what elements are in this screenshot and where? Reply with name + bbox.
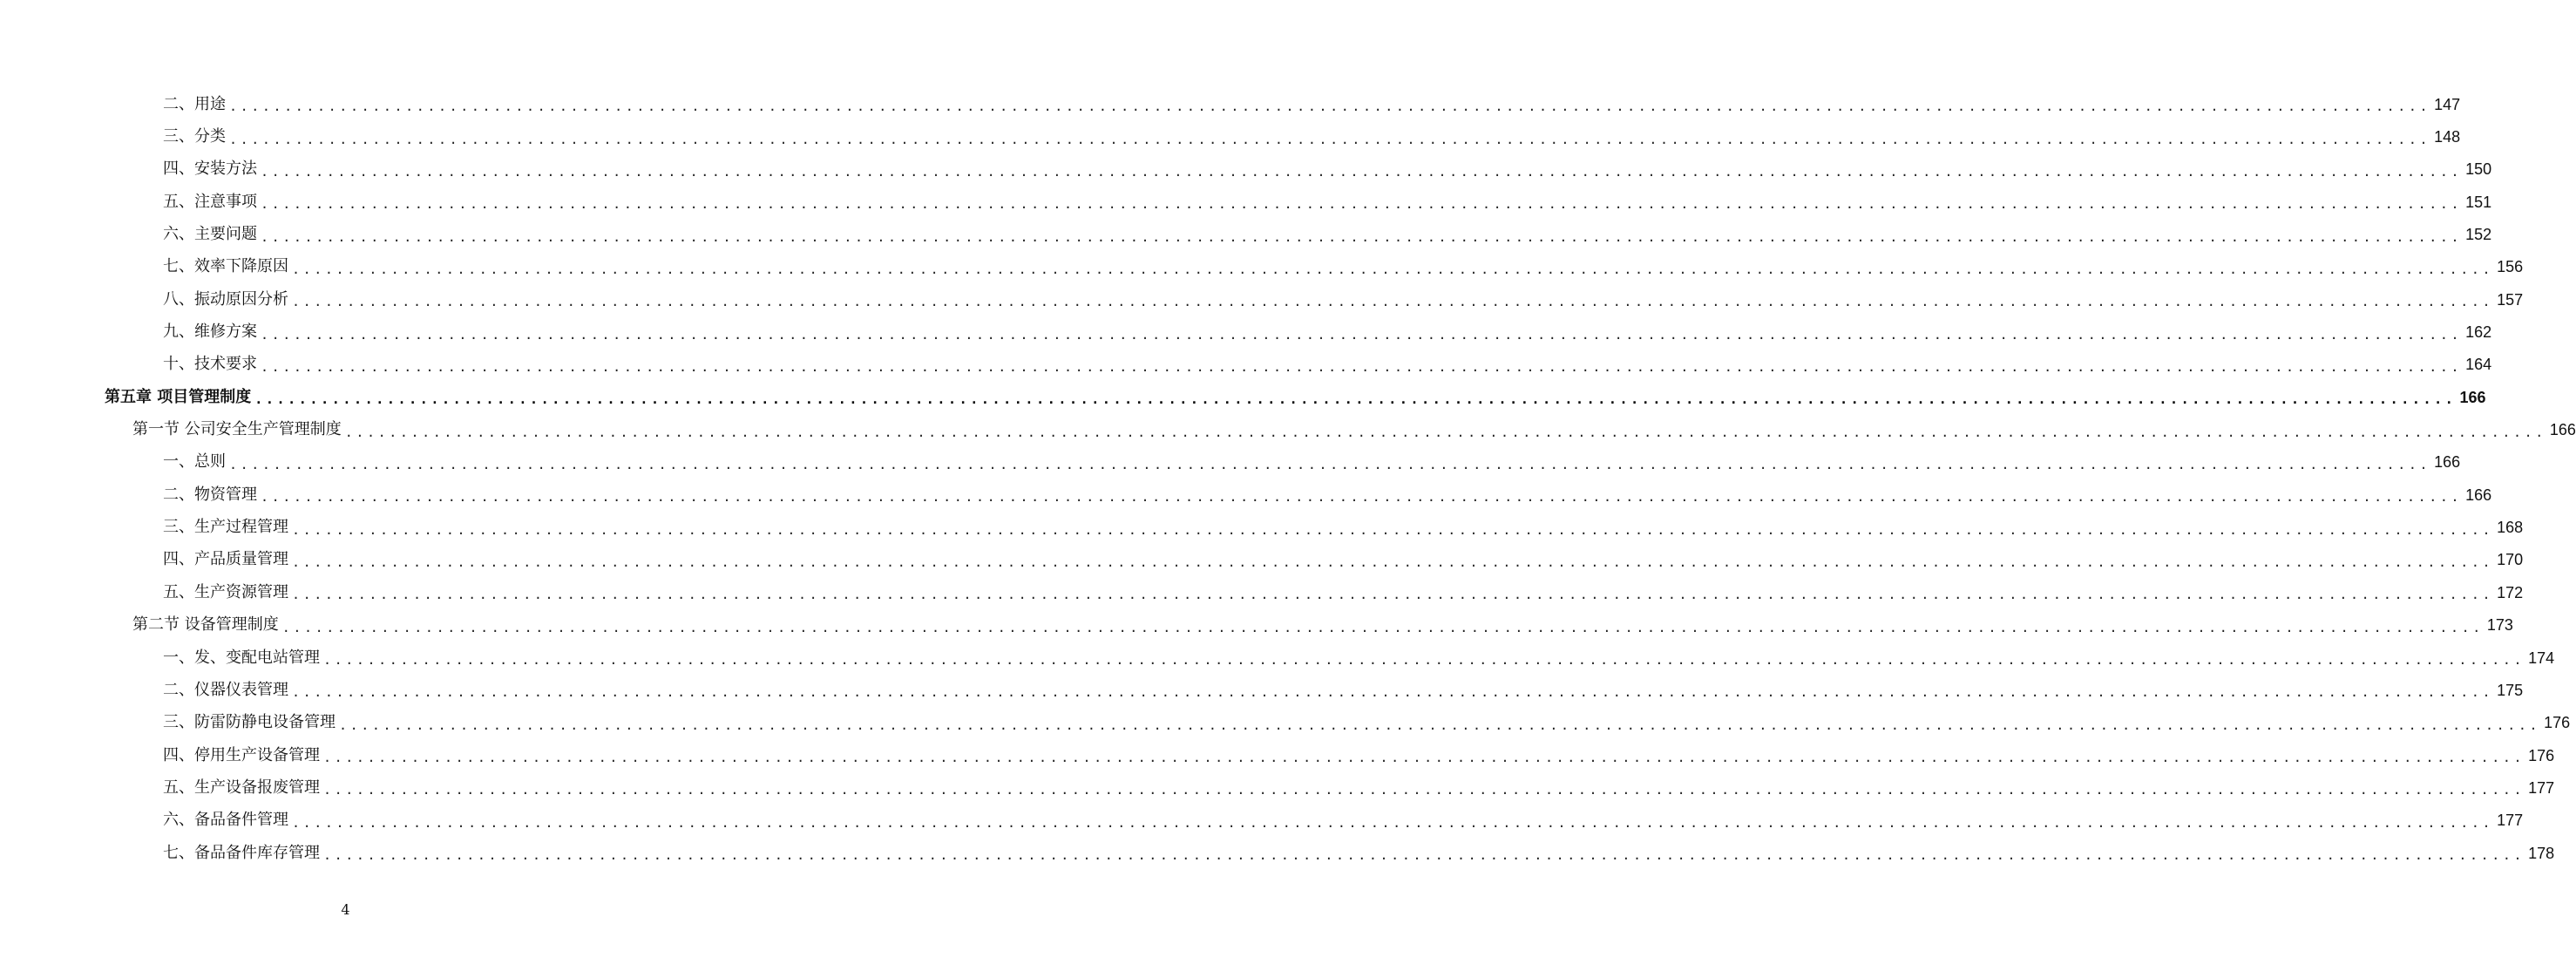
toc-entry-page-number: 176 [2528, 746, 2555, 764]
toc-item-entry[interactable] [163, 739, 2555, 771]
toc-entry-page-number: 174 [2528, 649, 2555, 667]
toc-dot-leader: ........................................................................................................................................................................................................ [292, 684, 2494, 701]
toc-dot-leader: ........................................................................................................................................................................................................ [323, 652, 2525, 669]
toc-dot-leader: ........................................................................................................................................................................................................ [292, 261, 2494, 277]
toc-entry-page-number: 178 [2528, 844, 2555, 862]
toc-entry-title: 四、停用生产设备管理 [163, 745, 320, 764]
toc-item-entry[interactable] [163, 674, 2524, 706]
toc-dot-leader: ........................................................................................................................................................................................................ [339, 717, 2541, 733]
toc-entry-page-number: 152 [2465, 226, 2492, 244]
toc-item-entry[interactable] [163, 707, 2571, 739]
toc-dot-leader: ........................................................................................................................................................................................................ [261, 326, 2463, 343]
toc-item-entry[interactable] [163, 805, 2524, 837]
toc-entry-page-number: 166 [2465, 486, 2492, 504]
toc-dot-leader: ........................................................................................................................................................................................................ [292, 294, 2494, 310]
toc-entry-page-number: 175 [2497, 681, 2524, 699]
toc-entry-title: 一、发、变配电站管理 [163, 648, 320, 667]
toc-item-entry[interactable] [163, 771, 2555, 804]
toc-dot-leader: ........................................................................................................................................................................................................ [292, 814, 2494, 831]
toc-dot-leader: ........................................................................................................................................................................................................ [229, 131, 2431, 147]
page-number: 4 [341, 901, 350, 918]
table-of-contents [0, 88, 2576, 869]
toc-item-entry[interactable] [163, 316, 2492, 348]
toc-item-entry[interactable] [163, 120, 2461, 153]
toc-entry-page-number: 151 [2465, 193, 2492, 211]
toc-entry-title: 三、防雷防静电设备管理 [163, 713, 336, 732]
toc-item-entry[interactable] [163, 544, 2524, 576]
toc-entry-page-number: 150 [2465, 160, 2492, 179]
toc-dot-leader: ........................................................................................................................................................................................................ [292, 587, 2494, 603]
toc-entry-page-number: 166 [2434, 453, 2461, 472]
toc-entry-title: 三、生产过程管理 [163, 518, 288, 537]
toc-entry-page-number: 173 [2486, 616, 2513, 635]
toc-entry-title: 第五章 项目管理制度 [105, 387, 252, 406]
toc-dot-leader: ........................................................................................................................................................................................................ [229, 98, 2431, 115]
toc-dot-leader: ........................................................................................................................................................................................................ [292, 554, 2494, 570]
toc-entry-page-number: 166 [2459, 388, 2486, 406]
toc-entry-title: 五、生产资源管理 [163, 582, 288, 601]
toc-entry-title: 六、备品备件管理 [163, 811, 288, 830]
toc-entry-page-number: 147 [2434, 95, 2461, 113]
toc-item-entry[interactable] [163, 153, 2492, 186]
toc-dot-leader: ........................................................................................................................................................................................................ [281, 619, 2484, 635]
toc-item-entry[interactable] [163, 88, 2461, 120]
toc-section-entry[interactable] [132, 413, 2576, 445]
toc-entry-page-number: 166 [2549, 421, 2576, 439]
toc-item-entry[interactable] [163, 511, 2524, 543]
toc-entry-title: 十、技术要求 [163, 355, 257, 374]
toc-item-entry[interactable] [163, 349, 2492, 381]
toc-entry-title: 三、分类 [163, 127, 226, 146]
toc-entry-title: 一、总则 [163, 452, 226, 472]
toc-entry-title: 二、物资管理 [163, 485, 257, 504]
toc-entry-title: 九、维修方案 [163, 323, 257, 342]
toc-dot-leader: ........................................................................................................................................................................................................ [229, 456, 2431, 472]
toc-section-entry[interactable] [132, 609, 2513, 642]
toc-entry-page-number: 148 [2434, 128, 2461, 146]
toc-dot-leader: ........................................................................................................................................................................................................ [261, 358, 2463, 375]
toc-item-entry[interactable] [163, 837, 2555, 869]
toc-entry-page-number: 176 [2544, 714, 2571, 732]
toc-entry-title: 六、主要问题 [163, 225, 257, 244]
toc-dot-leader: ........................................................................................................................................................................................................ [344, 424, 2546, 440]
toc-entry-title: 八、振动原因分析 [163, 289, 288, 309]
toc-dot-leader: ........................................................................................................................................................................................................ [323, 847, 2525, 864]
toc-entry-title: 四、产品质量管理 [163, 550, 288, 569]
toc-dot-leader: ........................................................................................................................................................................................................ [292, 521, 2494, 538]
toc-entry-page-number: 156 [2497, 258, 2524, 276]
toc-entry-page-number: 162 [2465, 323, 2492, 342]
toc-item-entry[interactable] [163, 576, 2524, 608]
toc-entry-title: 七、备品备件库存管理 [163, 843, 320, 862]
toc-entry-page-number: 164 [2465, 356, 2492, 374]
toc-entry-title: 第二节 设备管理制度 [132, 615, 279, 635]
toc-entry-page-number: 168 [2497, 519, 2524, 537]
toc-dot-leader: ........................................................................................................................................................................................................ [323, 782, 2525, 798]
toc-entry-title: 七、效率下降原因 [163, 257, 288, 276]
toc-chapter-entry[interactable] [105, 381, 2486, 413]
toc-dot-leader: ........................................................................................................................................................................................................ [261, 163, 2463, 180]
toc-item-entry[interactable] [163, 218, 2492, 250]
toc-entry-title: 五、注意事项 [163, 192, 257, 211]
toc-item-entry[interactable] [163, 479, 2492, 511]
toc-entry-title: 四、安装方法 [163, 160, 257, 179]
toc-dot-leader: ........................................................................................................................................................................................................ [254, 391, 2457, 408]
toc-dot-leader: ........................................................................................................................................................................................................ [261, 489, 2463, 506]
toc-entry-page-number: 177 [2497, 812, 2524, 830]
toc-entry-title: 二、用途 [163, 94, 226, 113]
toc-dot-leader: ........................................................................................................................................................................................................ [323, 750, 2525, 766]
toc-entry-page-number: 172 [2497, 583, 2524, 601]
toc-item-entry[interactable] [163, 283, 2524, 316]
toc-dot-leader: ........................................................................................................................................................................................................ [261, 196, 2463, 213]
toc-entry-title: 第一节 公司安全生产管理制度 [132, 420, 342, 439]
toc-item-entry[interactable] [163, 642, 2555, 674]
toc-entry-title: 二、仪器仪表管理 [163, 680, 288, 699]
toc-entry-page-number: 177 [2528, 778, 2555, 797]
toc-entry-page-number: 170 [2497, 551, 2524, 569]
toc-entry-title: 五、生产设备报废管理 [163, 778, 320, 797]
toc-item-entry[interactable] [163, 446, 2461, 479]
toc-item-entry[interactable] [163, 251, 2524, 283]
toc-entry-page-number: 157 [2497, 290, 2524, 309]
toc-item-entry[interactable] [163, 186, 2492, 218]
toc-dot-leader: ........................................................................................................................................................................................................ [261, 228, 2463, 245]
